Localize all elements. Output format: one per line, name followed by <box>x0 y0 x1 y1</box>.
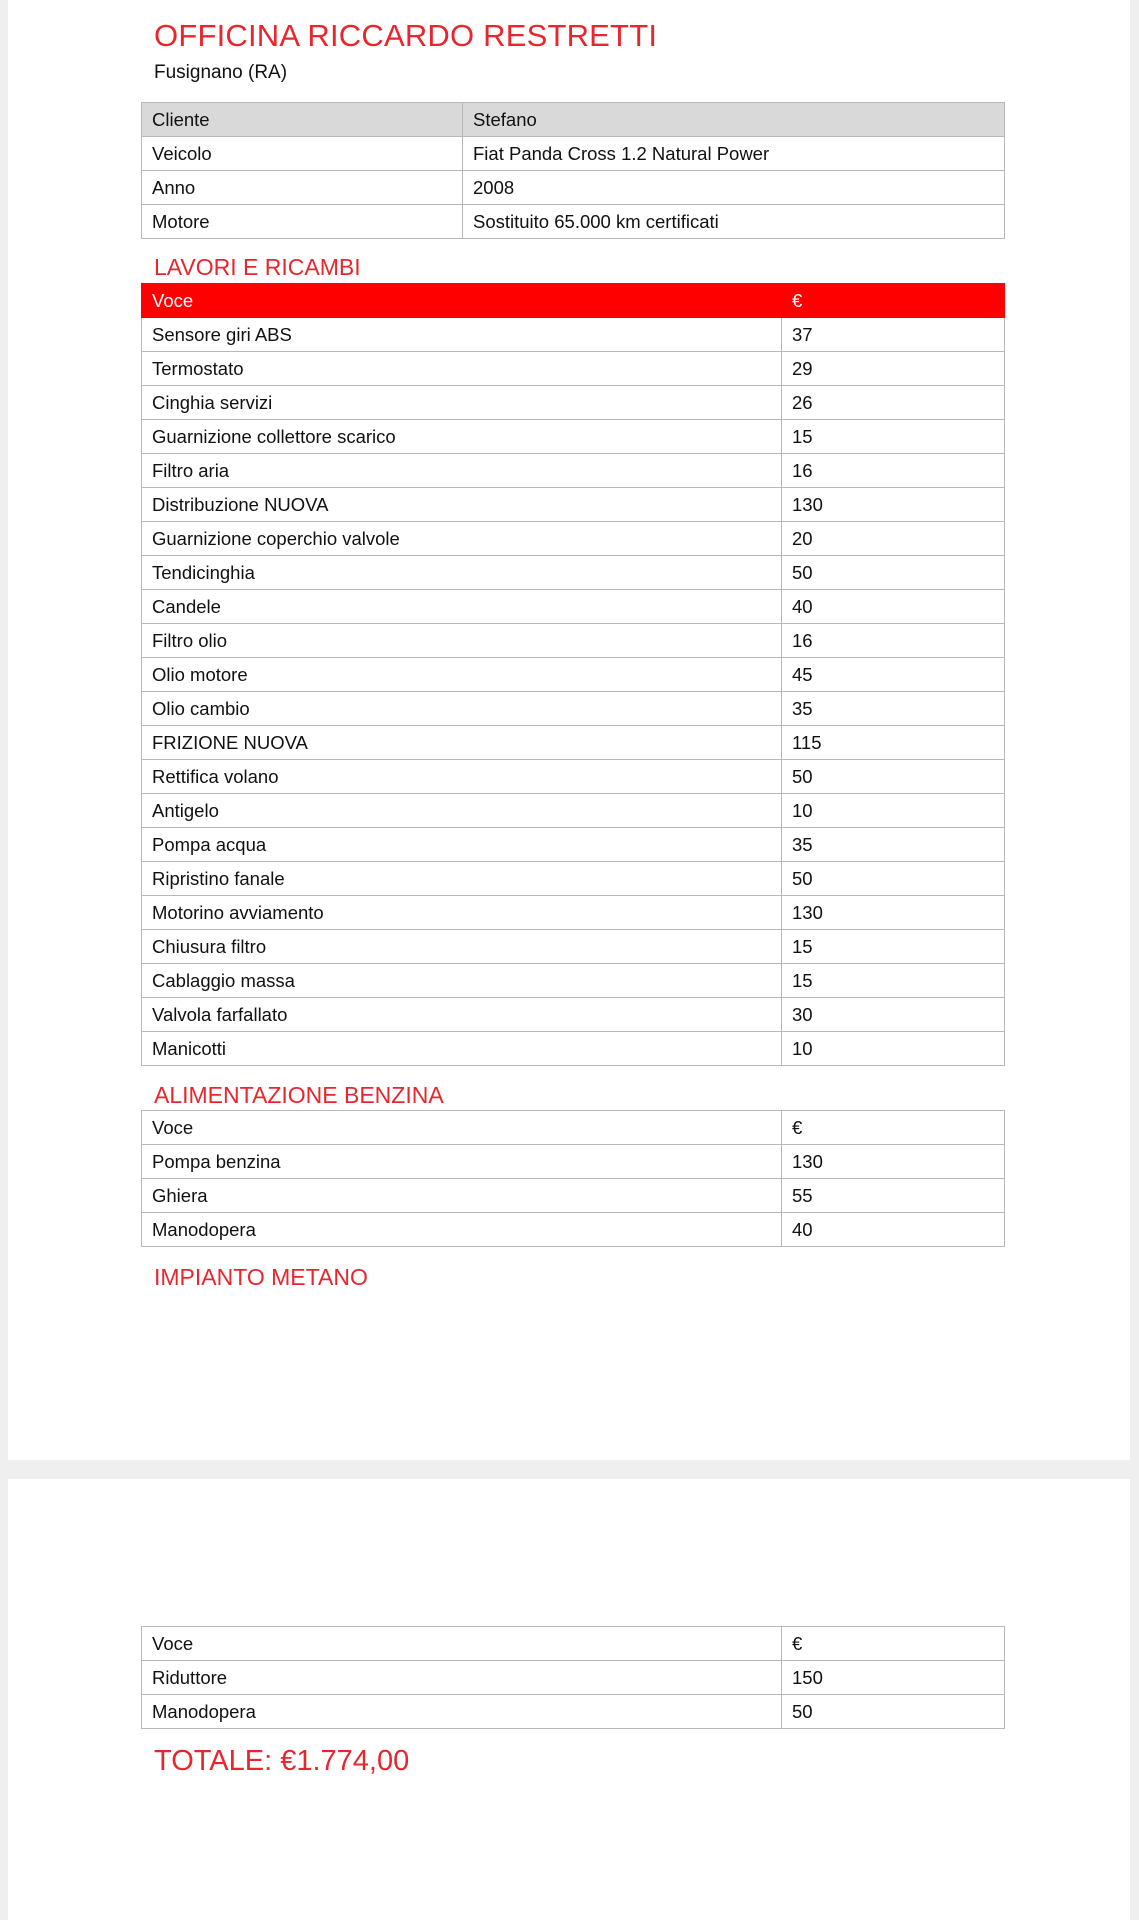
table-row <box>142 658 1005 692</box>
item-name: Distribuzione NUOVA <box>142 488 782 522</box>
item-price: 30 <box>782 998 1005 1032</box>
table-row <box>142 556 1005 590</box>
item-price: 130 <box>782 1145 1005 1179</box>
document-page-2 <box>8 1479 1130 1920</box>
table-row <box>142 318 1005 352</box>
item-name: Motorino avviamento <box>142 896 782 930</box>
item-name: Ripristino fanale <box>142 862 782 896</box>
item-price: 45 <box>782 658 1005 692</box>
table-row <box>142 998 1005 1032</box>
item-price: 10 <box>782 1032 1005 1066</box>
item-price: 40 <box>782 1213 1005 1247</box>
info-label: Veicolo <box>142 137 463 171</box>
item-name: Chiusura filtro <box>142 930 782 964</box>
item-name: Ghiera <box>142 1179 782 1213</box>
benzina-table <box>141 1110 1005 1247</box>
info-value: Sostituito 65.000 km certificati <box>463 205 1005 239</box>
table-row <box>142 624 1005 658</box>
item-name: Sensore giri ABS <box>142 318 782 352</box>
section-title-metano: IMPIANTO METANO <box>154 1264 368 1290</box>
item-price: 55 <box>782 1179 1005 1213</box>
column-header-voce: Voce <box>142 1111 782 1145</box>
item-price: 15 <box>782 930 1005 964</box>
item-name: Antigelo <box>142 794 782 828</box>
section-title-benzina: ALIMENTAZIONE BENZINA <box>154 1082 444 1108</box>
section-title-lavori: LAVORI E RICAMBI <box>154 254 361 280</box>
total-amount: TOTALE: €1.774,00 <box>154 1745 410 1777</box>
info-row <box>142 205 1005 239</box>
item-price: 150 <box>782 1661 1005 1695</box>
document-page-1 <box>8 0 1130 1460</box>
table-row <box>142 1032 1005 1066</box>
table-header-row <box>142 1627 1005 1661</box>
table-row <box>142 692 1005 726</box>
info-value: 2008 <box>463 171 1005 205</box>
column-header-euro: € <box>782 284 1005 318</box>
item-price: 10 <box>782 794 1005 828</box>
table-header-row <box>142 1111 1005 1145</box>
table-row <box>142 896 1005 930</box>
item-name: Cinghia servizi <box>142 386 782 420</box>
info-label: Motore <box>142 205 463 239</box>
table-row <box>142 590 1005 624</box>
item-name: Pompa acqua <box>142 828 782 862</box>
table-row <box>142 1661 1005 1695</box>
table-row <box>142 1145 1005 1179</box>
table-row <box>142 828 1005 862</box>
table-row <box>142 726 1005 760</box>
info-label: Anno <box>142 171 463 205</box>
table-header-row <box>142 284 1005 318</box>
item-price: 16 <box>782 624 1005 658</box>
item-price: 16 <box>782 454 1005 488</box>
item-price: 130 <box>782 896 1005 930</box>
item-price: 50 <box>782 862 1005 896</box>
company-title: OFFICINA RICCARDO RESTRETTI <box>154 18 658 53</box>
item-price: 15 <box>782 964 1005 998</box>
item-price: 130 <box>782 488 1005 522</box>
table-row <box>142 522 1005 556</box>
table-row <box>142 1179 1005 1213</box>
item-name: Cablaggio massa <box>142 964 782 998</box>
table-row <box>142 386 1005 420</box>
item-price: 37 <box>782 318 1005 352</box>
item-price: 20 <box>782 522 1005 556</box>
item-price: 50 <box>782 1695 1005 1729</box>
item-name: FRIZIONE NUOVA <box>142 726 782 760</box>
column-header-voce: Voce <box>142 284 782 318</box>
table-row <box>142 1213 1005 1247</box>
table-row <box>142 420 1005 454</box>
item-price: 29 <box>782 352 1005 386</box>
info-value: Fiat Panda Cross 1.2 Natural Power <box>463 137 1005 171</box>
item-name: Olio cambio <box>142 692 782 726</box>
table-row <box>142 488 1005 522</box>
item-name: Tendicinghia <box>142 556 782 590</box>
item-price: 50 <box>782 760 1005 794</box>
item-price: 26 <box>782 386 1005 420</box>
vehicle-info-table <box>141 102 1005 239</box>
column-header-euro: € <box>782 1627 1005 1661</box>
item-name: Riduttore <box>142 1661 782 1695</box>
item-name: Guarnizione coperchio valvole <box>142 522 782 556</box>
item-name: Rettifica volano <box>142 760 782 794</box>
table-row <box>142 862 1005 896</box>
item-name: Termostato <box>142 352 782 386</box>
item-name: Guarnizione collettore scarico <box>142 420 782 454</box>
table-row <box>142 794 1005 828</box>
info-row <box>142 103 1005 137</box>
item-name: Pompa benzina <box>142 1145 782 1179</box>
table-row <box>142 964 1005 998</box>
item-price: 35 <box>782 692 1005 726</box>
item-name: Manodopera <box>142 1695 782 1729</box>
item-name: Filtro aria <box>142 454 782 488</box>
table-row <box>142 454 1005 488</box>
info-row <box>142 137 1005 171</box>
table-row <box>142 760 1005 794</box>
item-name: Valvola farfallato <box>142 998 782 1032</box>
company-location: Fusignano (RA) <box>154 62 288 83</box>
info-row <box>142 171 1005 205</box>
table-row <box>142 352 1005 386</box>
table-row <box>142 1695 1005 1729</box>
item-price: 15 <box>782 420 1005 454</box>
item-name: Filtro olio <box>142 624 782 658</box>
item-name: Candele <box>142 590 782 624</box>
metano-table <box>141 1626 1005 1729</box>
info-label: Cliente <box>142 103 463 137</box>
lavori-table <box>141 283 1005 1066</box>
column-header-voce: Voce <box>142 1627 782 1661</box>
column-header-euro: € <box>782 1111 1005 1145</box>
item-price: 35 <box>782 828 1005 862</box>
table-row <box>142 930 1005 964</box>
item-name: Olio motore <box>142 658 782 692</box>
info-value: Stefano <box>463 103 1005 137</box>
item-price: 115 <box>782 726 1005 760</box>
item-price: 50 <box>782 556 1005 590</box>
item-price: 40 <box>782 590 1005 624</box>
item-name: Manicotti <box>142 1032 782 1066</box>
item-name: Manodopera <box>142 1213 782 1247</box>
